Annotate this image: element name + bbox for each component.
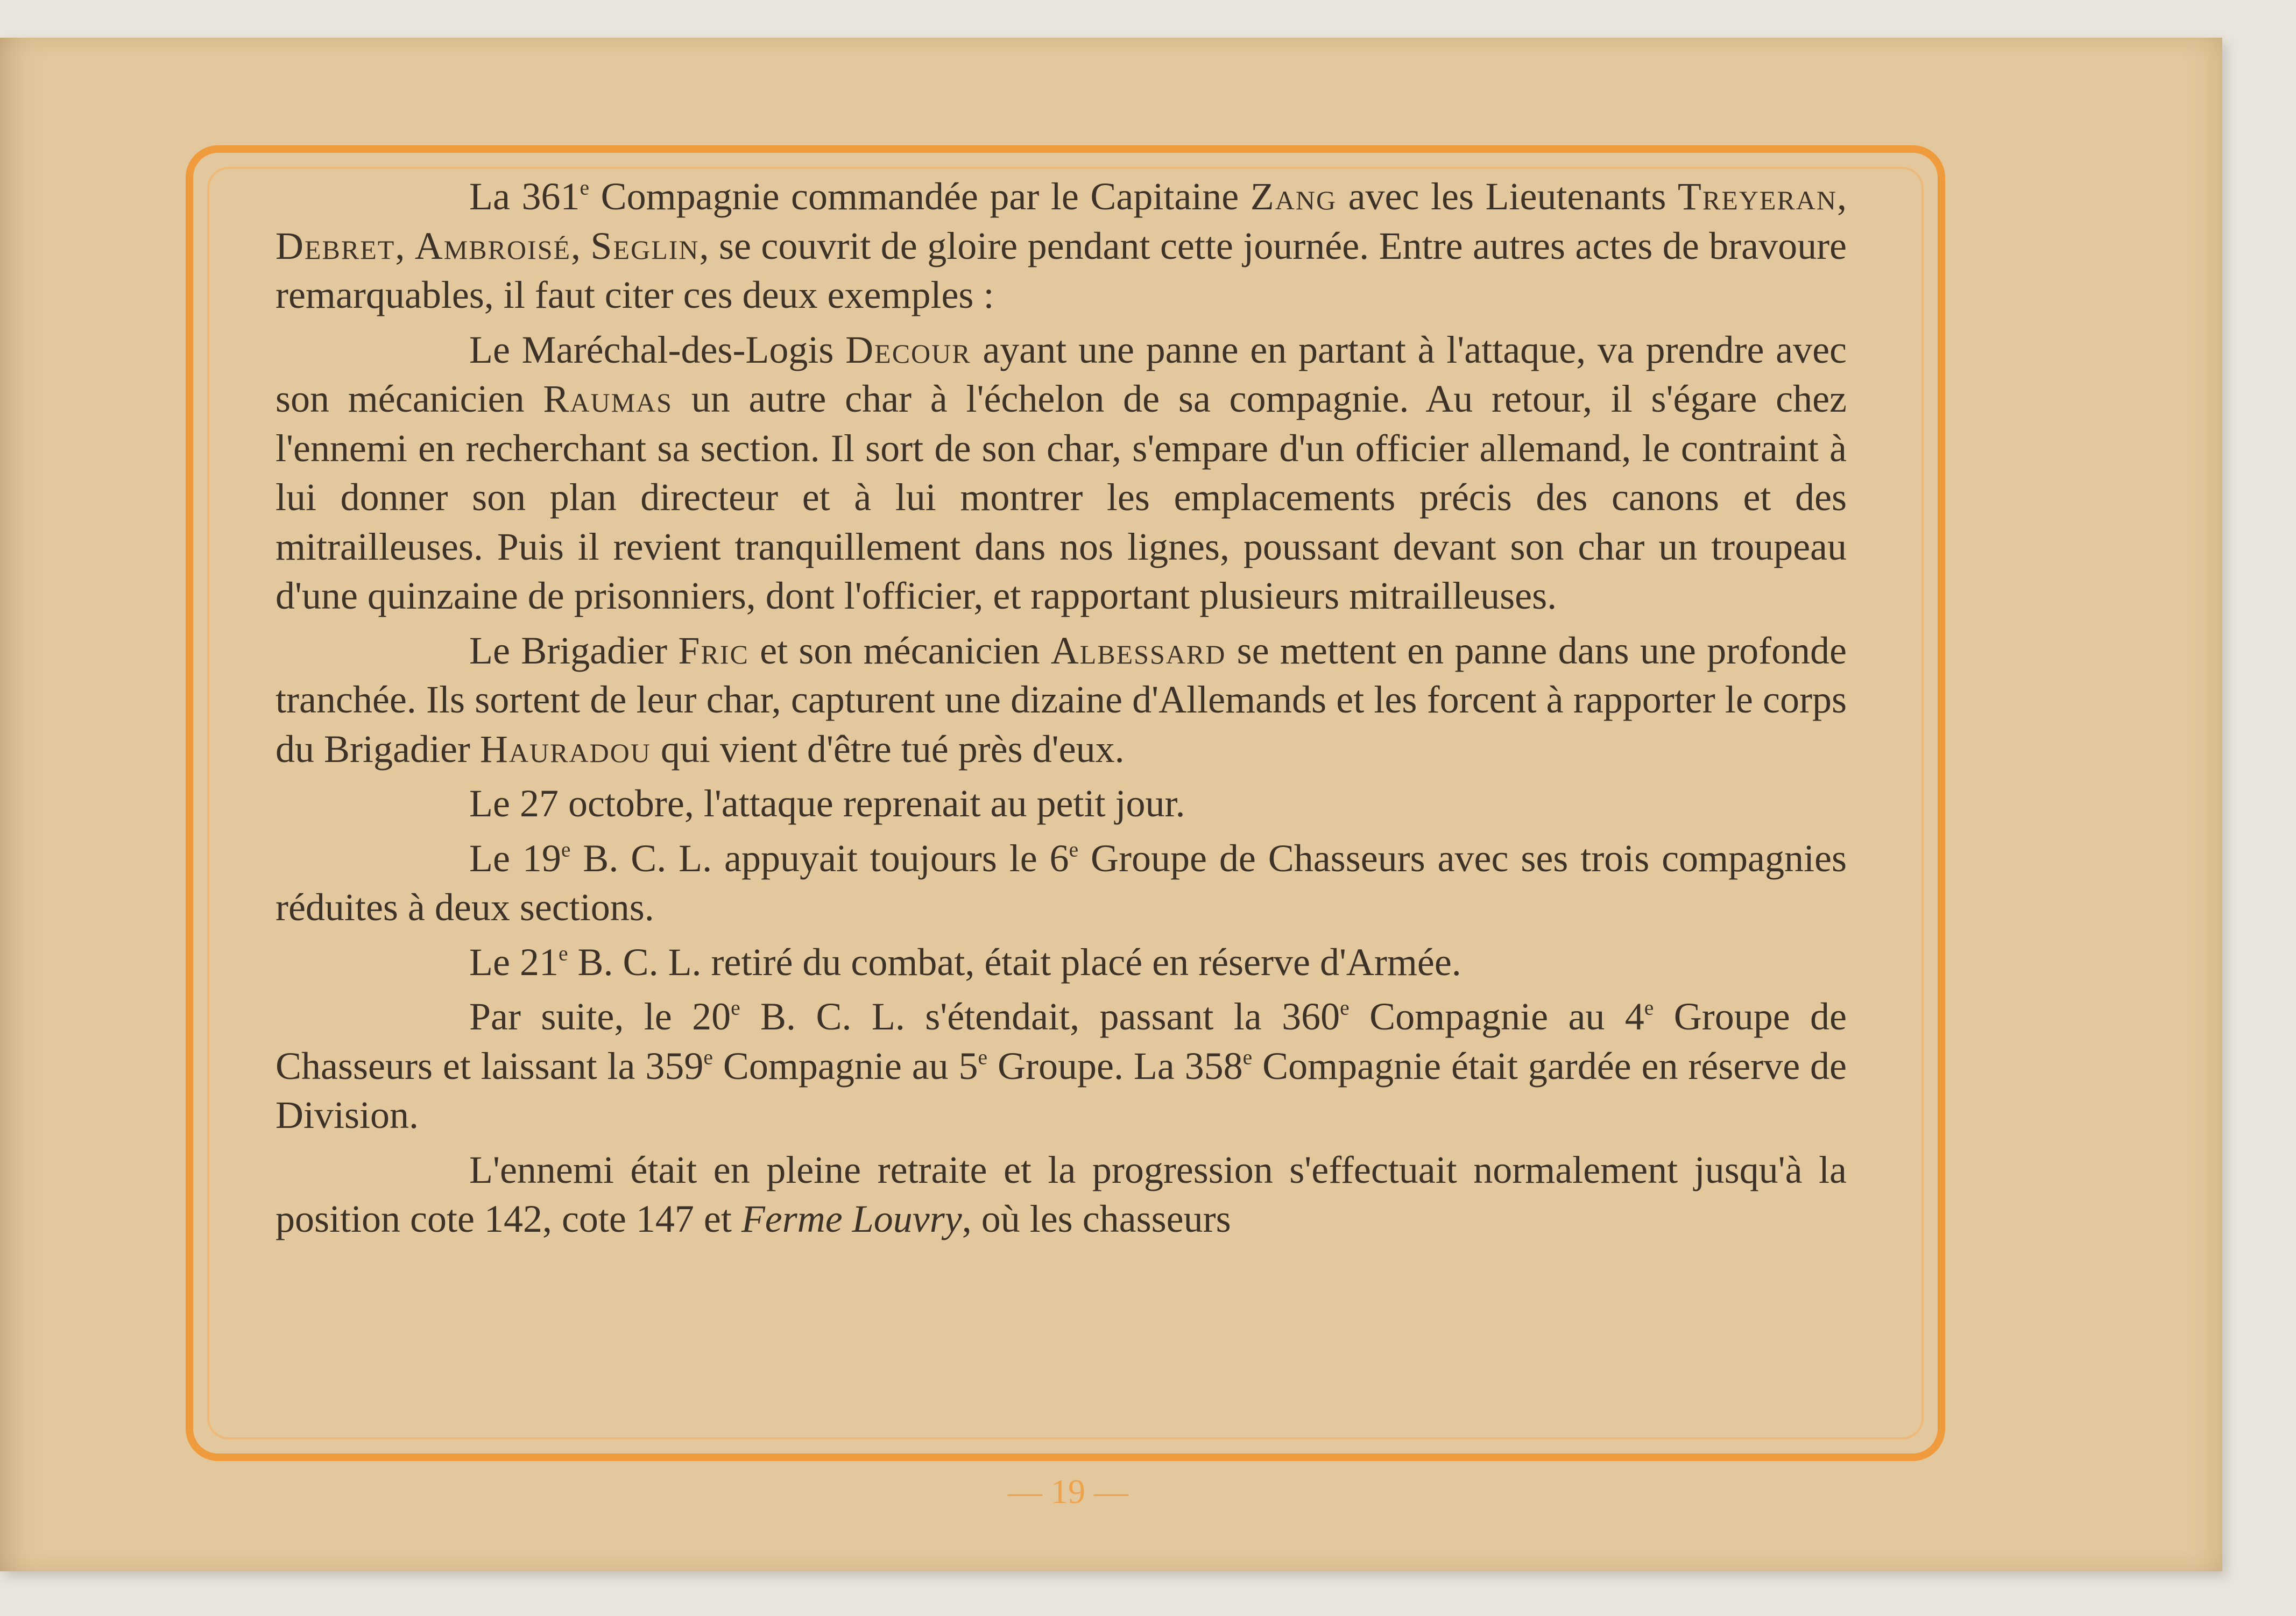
text-run: Groupe de Chasseurs avec ses trois compagnies réduites à deux sections. [275, 836, 1847, 929]
superscript: e [1069, 837, 1079, 861]
text-run: , [395, 224, 415, 267]
text-run: , [1837, 175, 1847, 218]
text-run: un autre char à l'échelon de sa compagnie. Au retour, il s'égare chez l'ennemi en recherchant sa section. Il sort de son char, s'empare d'un officier allemand, le contraint à lui donner son plan directeur et à lui montrer les emplacements précis des canons et des mitrailleuses. Puis il revient tranquillement dans nos lignes, poussant devant son char un troupeau d'une quinzaine de prisonniers, dont l'officier, et rapportant plusieurs mitrailleuses. [275, 377, 1847, 617]
text-run: Par suite, le 20 [469, 995, 731, 1038]
paragraph [275, 992, 1847, 1140]
text-run: Le 19 [469, 836, 561, 880]
text-run: La 361 [469, 175, 580, 218]
text-run: , se couvrit de gloire pendant cette journée. Entre autres actes de bravoure remarquables, il faut citer ces deux exemples : [275, 224, 1847, 316]
text-run: Groupe. La 358 [987, 1044, 1243, 1088]
text-run: Le 27 octobre, l'attaque reprenait au petit jour. [469, 782, 1185, 825]
name-small-caps: Debret [275, 224, 395, 267]
text-run: , [571, 224, 591, 267]
text-run: Compagnie était gardée en réserve de Division. [275, 1044, 1847, 1137]
name-small-caps: Seglin [590, 224, 700, 267]
text-run: , où les chasseurs [962, 1197, 1231, 1240]
name-small-caps: Ambroisé [414, 224, 571, 267]
name-small-caps: Hauradou [479, 727, 651, 771]
name-small-caps: Decour [845, 328, 971, 371]
superscript: e [1644, 996, 1654, 1020]
superscript: e [731, 996, 740, 1020]
name-small-caps: Fric [678, 629, 749, 672]
paragraph [275, 626, 1847, 774]
superscript: e [703, 1045, 713, 1069]
text-run: L'ennemi était en pleine retraite et la progression s'effectuait normalement jusqu'à la position cote 142, cote 147 et [275, 1148, 1847, 1240]
text-run: Groupe de Chasseurs et laissant la 359 [275, 995, 1847, 1088]
name-small-caps: Raumas [543, 377, 673, 420]
paragraph [275, 779, 1847, 829]
text-run: B. C. L. s'étendait, passant la 360 [740, 995, 1340, 1038]
name-small-caps: Albessard [1050, 629, 1226, 672]
text-run: Le Maréchal-des-Logis [469, 328, 846, 371]
superscript: e [580, 175, 590, 200]
text-run: Le Brigadier [469, 629, 679, 672]
paragraph [275, 1146, 1847, 1244]
text-run: Ferme Louvry [741, 1197, 962, 1240]
text-run: B. C. L. appuyait toujours le 6 [570, 836, 1069, 880]
body-text [275, 172, 1847, 1244]
text-run: Compagnie au 5 [712, 1044, 978, 1088]
superscript: e [1340, 996, 1350, 1020]
paragraph [275, 172, 1847, 320]
text-run: et son mécanicien [748, 629, 1051, 672]
text-run: Le 21 [469, 940, 559, 984]
paragraph [275, 834, 1847, 933]
paragraph [275, 326, 1847, 621]
paragraph [275, 938, 1847, 987]
superscript: e [978, 1045, 988, 1069]
superscript: e [1242, 1045, 1253, 1069]
text-run: ayant une panne en partant à l'attaque, va prendre avec son mécanicien [275, 328, 1847, 420]
text-run: se mettent en panne dans une profonde tranchée. Ils sortent de leur char, capturent une dizaine d'Allemands et les forcent à rapporter le corps du Brigadier [275, 629, 1847, 771]
page-number: — 19 — [1008, 1472, 1128, 1511]
text-run: Compagnie commandée par le Capitaine [589, 175, 1251, 218]
text-run: avec les Lieutenants [1337, 175, 1678, 218]
name-small-caps: Treyeran [1677, 175, 1837, 218]
text-run: qui vient d'être tué près d'eux. [651, 727, 1125, 771]
name-small-caps: Zang [1250, 175, 1337, 218]
text-run: B. C. L. retiré du combat, était placé en réserve d'Armée. [568, 940, 1461, 984]
superscript: e [561, 837, 571, 861]
superscript: e [558, 941, 568, 965]
text-run: Compagnie au 4 [1349, 995, 1644, 1038]
